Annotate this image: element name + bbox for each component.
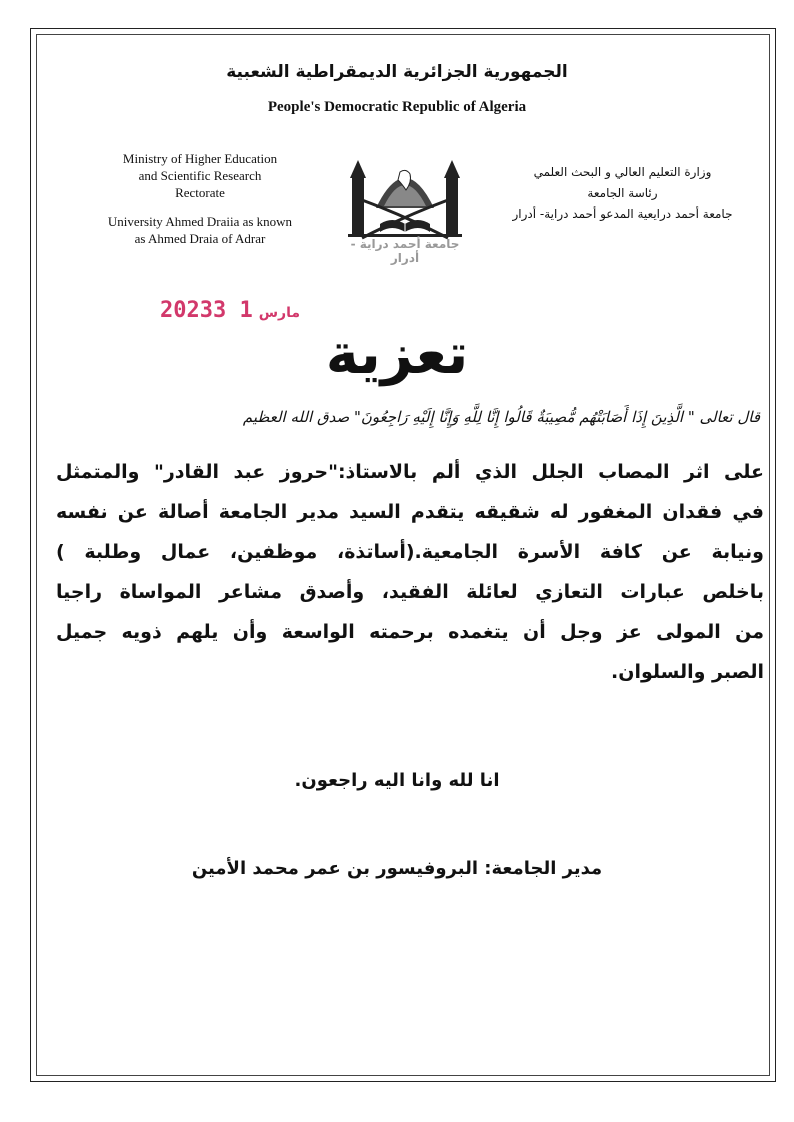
- arabic-institution-block: [490, 162, 755, 225]
- body-line-2: في فقدان المغفور له شقيقه يتقدم السيد مدير الجامعة أصالة عن نفسه: [56, 501, 764, 523]
- condolence-body: [56, 452, 764, 692]
- body-line-4: باخلص عبارات التعازي لعائلة الفقيد، وأصدق مشاعر المواساة راجيا: [56, 581, 764, 603]
- arabic-ministry-line: وزارة التعليم العالي و البحث العلمي: [533, 165, 712, 179]
- stamp-year: 2023: [160, 298, 213, 323]
- rectorate-line: Rectorate: [175, 185, 225, 200]
- stamp-day: 1 3: [212, 298, 253, 323]
- body-line-6: الصبر والسلوان.: [611, 661, 764, 683]
- stamp-month: مارس: [258, 305, 301, 321]
- research-line: and Scientific Research: [138, 168, 262, 183]
- ministry-line: Ministry of Higher Education: [122, 151, 278, 166]
- document-title: تعزية: [325, 322, 469, 387]
- body-line-5: من المولى عز وجل أن يتغمده برحمته الواسعة وأن يلهم ذويه جميل: [56, 621, 764, 643]
- body-line-1: على اثر المصاب الجلل الذي ألم بالاستاذ:"حروز عبد القادر" والمتمثل: [56, 461, 764, 483]
- arabic-rectorate-line: رئاسة الجامعة: [587, 186, 658, 200]
- quran-verse: قال تعالى " الَّذِينَ إِذَا أَصَابَتْهُم مُّصِيبَةٌ قَالُوا إِنَّا لِلَّهِ وَإِنَّا إِلَيْهِ رَاجِعُونَ" صدق الله العظيم: [242, 408, 760, 426]
- english-institution-block: [90, 150, 310, 247]
- university-line-2: as Ahmed Draia of Adrar: [134, 231, 266, 246]
- arabic-university-line: جامعة أحمد درايعية المدعو أحمد دراية- أدرار: [512, 207, 733, 221]
- logo-caption: جامعة أحمد دراية - أدرار: [350, 237, 460, 265]
- date-stamp: [160, 298, 301, 323]
- english-republic-title: People's Democratic Republic of Algeria: [267, 99, 527, 115]
- signature-line: مدير الجامعة: البروفيسور بن عمر محمد الأمين: [191, 858, 603, 879]
- arabic-republic-title: الجمهورية الجزائرية الديمقراطية الشعبية: [226, 62, 568, 82]
- body-line-3: ونيابة عن كافة الأسرة الجامعية.(أساتذة، موظفين، عمال وطلبة ): [56, 541, 764, 563]
- closing-phrase: انا لله وانا اليه راجعون.: [294, 770, 500, 791]
- university-line: University Ahmed Draiia as known: [107, 214, 293, 229]
